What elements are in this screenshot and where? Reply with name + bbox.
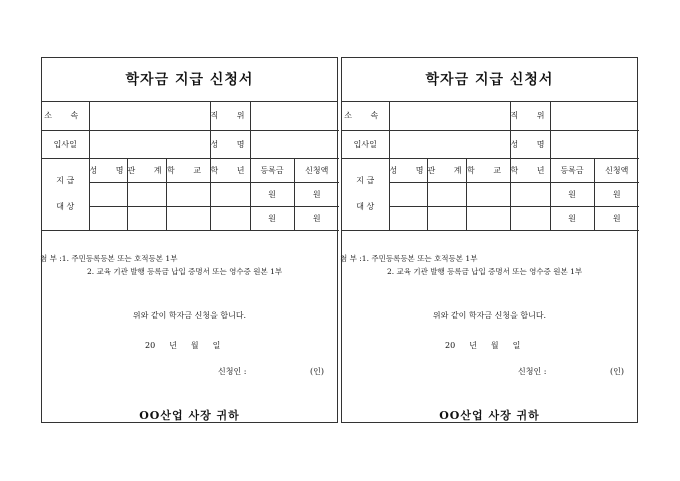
requested-amount-cell[interactable]: 원	[294, 182, 339, 206]
application-form-left	[41, 57, 338, 423]
form-table	[342, 102, 639, 231]
statement-text: 위와 같이 학자금 신청을 합니다.	[432, 311, 547, 320]
recipient-school-cell[interactable]	[466, 206, 510, 230]
attachment-item: 1. 주민등록등본 또는 호적등본 1부	[361, 254, 478, 263]
date-year: 20	[445, 341, 456, 350]
affiliation-label: 소 속	[42, 102, 89, 130]
recipient-school-cell[interactable]	[466, 182, 510, 206]
position-field[interactable]	[550, 102, 639, 130]
registration-fee-cell[interactable]: 원	[250, 206, 294, 230]
requested-amount-cell[interactable]: 원	[294, 206, 339, 230]
recipient-name-cell[interactable]	[89, 206, 127, 230]
col-relation-header: 관 계	[127, 158, 166, 182]
attachments-note	[40, 252, 340, 278]
addressee: OO산업 사장 귀하	[439, 409, 540, 422]
position-label: 직 위	[510, 102, 550, 130]
col-requested-amount-header: 신청액	[294, 158, 339, 182]
recipient-name-cell[interactable]	[89, 182, 127, 206]
form-table	[42, 102, 339, 231]
requested-amount-cell[interactable]: 원	[594, 206, 639, 230]
statement-text: 위와 같이 학자금 신청을 합니다.	[132, 311, 247, 320]
recipient-name-cell[interactable]	[389, 182, 427, 206]
name-label: 성 명	[510, 130, 550, 158]
position-label: 직 위	[210, 102, 250, 130]
affiliation-field[interactable]	[389, 102, 510, 130]
recipient-grade-cell[interactable]	[510, 206, 550, 230]
name-field[interactable]	[550, 130, 639, 158]
recipient-school-cell[interactable]	[166, 182, 210, 206]
date-month-unit: 월	[490, 341, 499, 350]
recipient-grade-cell[interactable]	[510, 182, 550, 206]
date-line	[445, 340, 534, 351]
affiliation-field[interactable]	[89, 102, 210, 130]
applicant-label: 신청인 :	[218, 367, 247, 376]
col-name-header: 성 명	[89, 158, 127, 182]
application-form-right	[341, 57, 638, 423]
requested-amount-cell[interactable]: 원	[594, 182, 639, 206]
col-grade-header: 학 년	[510, 158, 550, 182]
attachment-item: 2. 교육 기관 발행 등록금 납입 증명서 또는 영수증 원본 1부	[387, 267, 583, 276]
hire-date-label: 입사일	[42, 130, 89, 158]
date-day-unit: 일	[512, 341, 521, 350]
affiliation-label: 소 속	[342, 102, 389, 130]
date-line	[145, 340, 234, 351]
col-school-header: 학 교	[466, 158, 510, 182]
attachments-label: 첨 부 :	[40, 254, 62, 263]
recipient-grade-cell[interactable]	[210, 206, 250, 230]
attachment-item: 1. 주민등록등본 또는 호적등본 1부	[61, 254, 178, 263]
attachments-label: 첨 부 :	[340, 254, 362, 263]
name-field[interactable]	[250, 130, 339, 158]
position-field[interactable]	[250, 102, 339, 130]
recipient-grade-cell[interactable]	[210, 182, 250, 206]
date-year: 20	[145, 341, 156, 350]
registration-fee-cell[interactable]: 원	[550, 182, 594, 206]
form-title: 학자금 지급 신청서	[42, 58, 337, 102]
addressee: OO산업 사장 귀하	[139, 409, 240, 422]
recipient-name-cell[interactable]	[389, 206, 427, 230]
hire-date-label: 입사일	[342, 130, 389, 158]
col-grade-header: 학 년	[210, 158, 250, 182]
name-label: 성 명	[210, 130, 250, 158]
recipient-relation-cell[interactable]	[127, 206, 166, 230]
col-registration-fee-header: 등록금	[250, 158, 294, 182]
date-month-unit: 월	[190, 341, 199, 350]
applicant-label: 신청인 :	[518, 367, 547, 376]
col-relation-header: 관 계	[427, 158, 466, 182]
recipient-relation-cell[interactable]	[427, 206, 466, 230]
date-day-unit: 일	[212, 341, 221, 350]
hire-date-field[interactable]	[389, 130, 510, 158]
recipient-label: 지 급 대 상	[42, 158, 89, 230]
col-school-header: 학 교	[166, 158, 210, 182]
seal-mark: (인)	[310, 367, 324, 376]
attachments-note	[340, 252, 640, 278]
col-registration-fee-header: 등록금	[550, 158, 594, 182]
form-title: 학자금 지급 신청서	[342, 58, 637, 102]
recipient-relation-cell[interactable]	[427, 182, 466, 206]
attachment-item: 2. 교육 기관 발행 등록금 납입 증명서 또는 영수증 원본 1부	[87, 267, 283, 276]
col-name-header: 성 명	[389, 158, 427, 182]
recipient-label: 지 급 대 상	[342, 158, 389, 230]
recipient-relation-cell[interactable]	[127, 182, 166, 206]
registration-fee-cell[interactable]: 원	[250, 182, 294, 206]
hire-date-field[interactable]	[89, 130, 210, 158]
recipient-school-cell[interactable]	[166, 206, 210, 230]
date-year-unit: 년	[469, 341, 477, 350]
seal-mark: (인)	[610, 367, 624, 376]
date-year-unit: 년	[169, 341, 177, 350]
col-requested-amount-header: 신청액	[594, 158, 639, 182]
registration-fee-cell[interactable]: 원	[550, 206, 594, 230]
